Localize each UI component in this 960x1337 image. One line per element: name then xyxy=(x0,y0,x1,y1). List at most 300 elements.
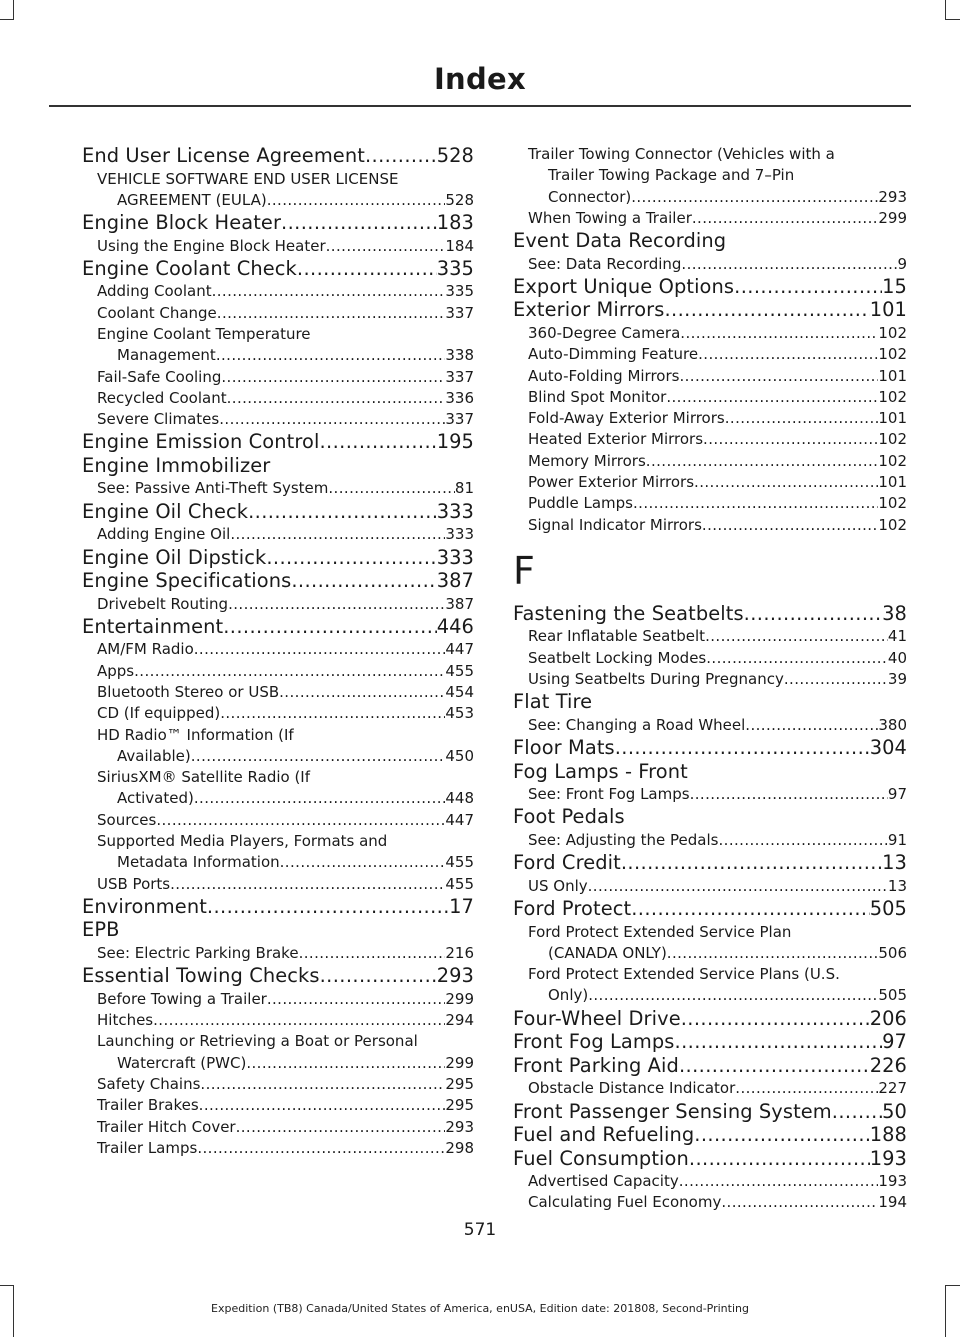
edition-footer: Expedition (TB8) Canada/United States of America, enUSA, Edition date: 201808, Second-Printing xyxy=(211,1302,749,1315)
entry-text: Fail-Safe Cooling xyxy=(97,367,222,386)
index-subentry xyxy=(82,281,474,302)
dot-leader xyxy=(680,323,878,344)
entry-text: Power Exterior Mirrors xyxy=(528,473,695,492)
dot-leader xyxy=(319,430,436,454)
entry-text: HD Radio™ Information (If xyxy=(97,725,294,744)
page-reference: 102 xyxy=(878,494,907,513)
index-subentry xyxy=(82,852,474,873)
page-reference: 102 xyxy=(878,451,907,470)
entry-text: Ford Protect Extended Service Plan xyxy=(528,922,792,941)
page-reference: 17 xyxy=(449,894,474,918)
entry-text: Drivebelt Routing xyxy=(97,594,229,613)
index-subentry xyxy=(82,409,474,430)
entry-text: Fastening the Seatbelts xyxy=(513,601,744,625)
crop-mark xyxy=(946,19,960,20)
index-subentry xyxy=(513,344,907,365)
entry-text: Flat Tire xyxy=(513,690,593,714)
entry-text: Adding Coolant xyxy=(97,282,212,301)
page-reference: 335 xyxy=(436,256,474,280)
entry-text: See: Data Recording xyxy=(528,254,682,273)
page-reference: 226 xyxy=(869,1053,907,1077)
page-reference: 102 xyxy=(878,345,907,364)
page-reference: 39 xyxy=(887,670,907,689)
dot-leader xyxy=(664,298,869,322)
index-subentry xyxy=(513,254,907,275)
page-reference: 299 xyxy=(878,208,907,227)
entry-text: Foot Pedals xyxy=(513,805,625,829)
index-subentry xyxy=(82,1074,474,1095)
index-subentry xyxy=(82,725,474,746)
index-entry xyxy=(513,229,907,253)
entry-text: Rear Inflatable Seatbelt xyxy=(528,627,706,646)
index-subentry xyxy=(513,165,907,186)
page-reference: 455 xyxy=(445,874,474,893)
entry-text: Obstacle Distance Indicator xyxy=(528,1079,736,1098)
entry-text: AGREEMENT (EULA) xyxy=(117,190,267,209)
entry-text: Apps xyxy=(97,661,135,680)
page-reference: 293 xyxy=(445,1117,474,1136)
entry-text: Blind Spot Monitor xyxy=(528,387,667,406)
dot-leader xyxy=(191,746,446,767)
index-subentry xyxy=(513,1192,907,1213)
page-reference: 101 xyxy=(878,473,907,492)
page-reference: 304 xyxy=(869,736,907,760)
page-reference: 333 xyxy=(445,525,474,544)
index-subentry xyxy=(513,323,907,344)
index-subentry xyxy=(513,830,907,851)
index-entry xyxy=(82,454,474,478)
dot-leader xyxy=(690,784,888,805)
page-reference: 194 xyxy=(878,1193,907,1212)
entry-text: Fog Lamps - Front xyxy=(513,759,688,783)
index-entry xyxy=(513,1123,907,1147)
index-subentry xyxy=(82,661,474,682)
dot-leader xyxy=(228,594,445,615)
page-reference: 184 xyxy=(445,236,474,255)
index-entry xyxy=(513,275,907,299)
index-subentry xyxy=(82,190,474,211)
dot-leader xyxy=(267,989,446,1010)
index-entry xyxy=(82,257,474,281)
dot-leader xyxy=(194,639,446,660)
page-reference: 387 xyxy=(445,594,474,613)
entry-text: Coolant Change xyxy=(97,303,217,322)
dot-leader xyxy=(134,661,445,682)
dot-leader xyxy=(698,344,878,365)
entry-text: Floor Mats xyxy=(513,736,615,760)
dot-leader xyxy=(200,1074,445,1095)
entry-text: Ford Protect xyxy=(513,897,632,921)
page-reference: 102 xyxy=(878,430,907,449)
page-reference: 338 xyxy=(445,346,474,365)
crop-mark xyxy=(946,1285,960,1286)
page-number: 571 xyxy=(463,1220,497,1240)
page-reference: 337 xyxy=(445,367,474,386)
dot-leader xyxy=(725,408,879,429)
index-entry xyxy=(513,1147,907,1171)
index-subentry xyxy=(513,784,907,805)
index-entry xyxy=(513,1007,907,1031)
index-entry xyxy=(513,736,907,760)
page-reference: 183 xyxy=(436,211,474,235)
entry-text: Heated Exterior Mirrors xyxy=(528,430,704,449)
index-subentry xyxy=(82,788,474,809)
index-subentry xyxy=(82,1031,474,1052)
entry-text: Fold-Away Exterior Mirrors xyxy=(528,409,725,428)
page-reference: 293 xyxy=(436,964,474,988)
index-subentry xyxy=(82,324,474,345)
index-subentry xyxy=(513,387,907,408)
dot-leader xyxy=(170,874,445,895)
page-reference: 380 xyxy=(878,715,907,734)
dot-leader xyxy=(694,1123,869,1147)
entry-text: Trailer Lamps xyxy=(97,1138,198,1157)
index-subentry xyxy=(513,964,907,985)
dot-leader xyxy=(633,493,878,514)
index-entry xyxy=(513,298,907,322)
entry-text: Event Data Recording xyxy=(513,229,727,253)
dot-leader xyxy=(153,1010,445,1031)
page-reference: 447 xyxy=(445,810,474,829)
dot-leader xyxy=(694,472,878,493)
dot-leader xyxy=(365,144,437,168)
index-entry xyxy=(513,602,907,626)
index-subentry xyxy=(82,169,474,190)
entry-text: Trailer Towing Package and 7–Pin xyxy=(548,166,795,185)
entry-text: Exterior Mirrors xyxy=(513,298,665,322)
entry-text: Engine Oil Check xyxy=(82,499,249,523)
entry-text: Adding Engine Oil xyxy=(97,525,231,544)
page-reference: 91 xyxy=(887,830,907,849)
index-subentry xyxy=(513,943,907,964)
dot-leader xyxy=(223,615,436,639)
page-reference: 15 xyxy=(882,274,907,298)
page-reference: 506 xyxy=(878,943,907,962)
entry-text: Only) xyxy=(548,986,589,1005)
crop-mark xyxy=(945,0,946,20)
entry-text: Available) xyxy=(117,746,191,765)
dot-leader xyxy=(621,851,882,875)
dot-leader xyxy=(217,303,446,324)
page-reference: 101 xyxy=(878,409,907,428)
dot-leader xyxy=(220,703,445,724)
page-reference: 505 xyxy=(869,897,907,921)
dot-leader xyxy=(615,736,870,760)
entry-text: Fuel and Refueling xyxy=(513,1123,695,1147)
page-reference: 38 xyxy=(882,601,907,625)
entry-text: Fuel Consumption xyxy=(513,1146,689,1170)
page-reference: 333 xyxy=(436,499,474,523)
page-reference: 206 xyxy=(869,1006,907,1030)
page-reference: 295 xyxy=(445,1096,474,1115)
entry-text: Engine Coolant Check xyxy=(82,256,297,280)
index-subentry xyxy=(82,345,474,366)
page-reference: 299 xyxy=(445,1053,474,1072)
dot-leader xyxy=(692,208,878,229)
dot-leader xyxy=(706,648,888,669)
dot-leader xyxy=(631,897,870,921)
dot-leader xyxy=(236,1117,446,1138)
entry-text: Bluetooth Stereo or USB xyxy=(97,682,280,701)
entry-text: Launching or Retrieving a Boat or Personal xyxy=(97,1032,418,1051)
index-subentry xyxy=(513,876,907,897)
index-subentry xyxy=(513,451,907,472)
dot-leader xyxy=(297,257,437,281)
dot-leader xyxy=(219,409,445,430)
index-subentry xyxy=(513,208,907,229)
page-reference: 13 xyxy=(882,851,907,875)
page-reference: 101 xyxy=(878,366,907,385)
dot-leader xyxy=(227,388,446,409)
entry-text: (CANADA ONLY) xyxy=(548,943,667,962)
page-reference: 337 xyxy=(445,303,474,322)
entry-text: Engine Coolant Temperature xyxy=(97,324,311,343)
index-subentry xyxy=(82,989,474,1010)
dot-leader xyxy=(735,1078,878,1099)
page-reference: 505 xyxy=(878,986,907,1005)
entry-text: Trailer Brakes xyxy=(97,1096,199,1115)
index-subentry xyxy=(513,648,907,669)
page-reference: 387 xyxy=(436,569,474,593)
index-entry xyxy=(513,690,907,714)
entry-text: Trailer Hitch Cover xyxy=(97,1117,236,1136)
index-subentry xyxy=(513,144,907,165)
index-subentry xyxy=(513,515,907,536)
entry-text: USB Ports xyxy=(97,874,171,893)
index-entry xyxy=(513,1054,907,1078)
index-subentry xyxy=(513,715,907,736)
dot-leader xyxy=(784,669,888,690)
entry-text: When Towing a Trailer xyxy=(528,208,692,227)
dot-leader xyxy=(194,788,446,809)
dot-leader xyxy=(679,366,878,387)
index-subentry xyxy=(82,1053,474,1074)
entry-text: Watercraft (PWC) xyxy=(117,1053,247,1072)
page-reference: 299 xyxy=(445,989,474,1008)
index-entry xyxy=(82,964,474,988)
page-reference: 298 xyxy=(445,1138,474,1157)
entry-text: See: Front Fog Lamps xyxy=(528,785,690,804)
index-entry xyxy=(513,805,907,829)
dot-leader xyxy=(266,546,436,570)
page-reference: 193 xyxy=(869,1146,907,1170)
page-reference: 446 xyxy=(436,614,474,638)
index-subentry xyxy=(82,874,474,895)
index-entry xyxy=(513,1030,907,1054)
entry-text: Four-Wheel Drive xyxy=(513,1006,681,1030)
entry-text: See: Adjusting the Pedals xyxy=(528,830,719,849)
entry-text: Using Seatbelts During Pregnancy xyxy=(528,670,784,689)
entry-text: Severe Climates xyxy=(97,410,220,429)
index-subentry xyxy=(82,388,474,409)
entry-text: Auto-Dimming Feature xyxy=(528,345,699,364)
dot-leader xyxy=(281,211,437,235)
entry-text: US Only xyxy=(528,876,588,895)
index-subentry xyxy=(513,1078,907,1099)
entry-text: See: Changing a Road Wheel xyxy=(528,715,746,734)
index-entry xyxy=(82,546,474,570)
index-subentry xyxy=(82,1138,474,1159)
index-subentry xyxy=(82,1095,474,1116)
entry-text: Engine Oil Dipstick xyxy=(82,545,267,569)
entry-text: See: Passive Anti-Theft System xyxy=(97,479,329,498)
page-reference: 9 xyxy=(897,254,907,273)
index-subentry xyxy=(82,682,474,703)
index-subentry xyxy=(513,985,907,1006)
index-subentry xyxy=(513,626,907,647)
entry-text: VEHICLE SOFTWARE END USER LICENSE xyxy=(97,169,399,188)
dot-leader xyxy=(588,876,888,897)
dot-leader xyxy=(588,985,878,1006)
index-column-right xyxy=(513,144,907,1214)
entry-text: Front Fog Lamps xyxy=(513,1030,675,1054)
page-reference: 453 xyxy=(445,704,474,723)
dot-leader xyxy=(681,254,897,275)
index-entry xyxy=(82,615,474,639)
entry-text: Puddle Lamps xyxy=(528,494,633,513)
entry-text: Engine Block Heater xyxy=(82,211,282,235)
index-subentry xyxy=(82,524,474,545)
index-subentry xyxy=(82,303,474,324)
dot-leader xyxy=(246,1053,445,1074)
dot-leader xyxy=(212,281,446,302)
dot-leader xyxy=(745,715,878,736)
dot-leader xyxy=(666,387,878,408)
entry-text: SiriusXM® Satellite Radio (If xyxy=(97,768,311,787)
title-divider xyxy=(49,105,911,107)
dot-leader xyxy=(197,1138,445,1159)
dot-leader xyxy=(299,943,446,964)
dot-leader xyxy=(721,1192,878,1213)
index-subentry xyxy=(513,472,907,493)
entry-text: See: Electric Parking Brake xyxy=(97,943,299,962)
entry-text: Supported Media Players, Formats and xyxy=(97,832,388,851)
page-reference: 97 xyxy=(882,1030,907,1054)
entry-text: Metadata Information xyxy=(117,853,280,872)
page-reference: 454 xyxy=(445,682,474,701)
page-reference: 333 xyxy=(436,545,474,569)
entry-text: Auto-Folding Mirrors xyxy=(528,366,680,385)
index-entry xyxy=(513,897,907,921)
index-entry xyxy=(513,1100,907,1124)
entry-text: Signal Indicator Mirrors xyxy=(528,515,702,534)
dot-leader xyxy=(702,515,878,536)
index-entry xyxy=(513,760,907,784)
entry-text: Hitches xyxy=(97,1011,154,1030)
index-column-left xyxy=(82,144,474,1159)
index-subentry xyxy=(82,236,474,257)
index-entry xyxy=(82,430,474,454)
index-entry xyxy=(82,569,474,593)
index-subentry xyxy=(82,1117,474,1138)
entry-text: Calculating Fuel Economy xyxy=(528,1193,722,1212)
index-subentry xyxy=(513,187,907,208)
index-subentry xyxy=(82,831,474,852)
page-reference: 528 xyxy=(445,190,474,209)
dot-leader xyxy=(156,810,445,831)
index-subentry xyxy=(82,746,474,767)
index-subentry xyxy=(82,1010,474,1031)
dot-leader xyxy=(230,524,445,545)
page-title: Index xyxy=(433,62,527,96)
index-subentry xyxy=(82,367,474,388)
index-subentry xyxy=(82,703,474,724)
entry-text: Engine Immobilizer xyxy=(82,453,271,477)
index-subentry xyxy=(82,767,474,788)
dot-leader xyxy=(667,943,879,964)
index-entry xyxy=(82,211,474,235)
index-subentry xyxy=(82,810,474,831)
dot-leader xyxy=(267,190,446,211)
page-reference: 335 xyxy=(445,282,474,301)
section-letter: F xyxy=(513,548,535,593)
page-reference: 216 xyxy=(445,943,474,962)
dot-leader xyxy=(744,602,882,626)
page-reference: 101 xyxy=(869,298,907,322)
dot-leader xyxy=(703,429,878,450)
entry-text: Environment xyxy=(82,894,207,918)
page-reference: 455 xyxy=(445,853,474,872)
entry-text: EPB xyxy=(82,918,120,942)
index-subentry xyxy=(513,408,907,429)
entry-text: 360-Degree Camera xyxy=(528,323,681,342)
dot-leader xyxy=(681,1007,870,1031)
dot-leader xyxy=(675,1030,883,1054)
entry-text: Recycled Coolant xyxy=(97,388,227,407)
dot-leader xyxy=(280,852,446,873)
index-entry xyxy=(82,144,474,168)
dot-leader xyxy=(248,500,437,524)
page-reference: 293 xyxy=(878,187,907,206)
page-reference: 81 xyxy=(454,479,474,498)
dot-leader xyxy=(734,275,882,299)
entry-text: Safety Chains xyxy=(97,1074,201,1093)
crop-mark xyxy=(0,1285,14,1286)
dot-leader xyxy=(718,830,887,851)
entry-text: Management xyxy=(117,346,216,365)
dot-leader xyxy=(221,367,445,388)
index-entry xyxy=(82,918,474,942)
entry-text: End User License Agreement xyxy=(82,144,365,167)
index-subentry xyxy=(513,429,907,450)
dot-leader xyxy=(207,895,449,919)
dot-leader xyxy=(326,236,446,257)
page-reference: 195 xyxy=(436,430,474,454)
page-reference: 450 xyxy=(445,746,474,765)
dot-leader xyxy=(216,345,446,366)
entry-text: Using the Engine Block Heater xyxy=(97,236,326,255)
entry-text: Front Parking Aid xyxy=(513,1053,679,1077)
index-subentry xyxy=(513,922,907,943)
index-entry xyxy=(82,895,474,919)
page-reference: 188 xyxy=(869,1123,907,1147)
entry-text: Ford Credit xyxy=(513,851,621,875)
index-subentry xyxy=(82,943,474,964)
page-reference: 193 xyxy=(878,1172,907,1191)
crop-mark xyxy=(13,0,14,20)
dot-leader xyxy=(705,626,888,647)
crop-mark xyxy=(0,19,14,20)
page-reference: 528 xyxy=(436,144,474,167)
dot-leader xyxy=(279,682,445,703)
index-entry xyxy=(82,500,474,524)
page-reference: 448 xyxy=(445,789,474,808)
entry-text: Before Towing a Trailer xyxy=(97,989,267,1008)
dot-leader xyxy=(689,1147,870,1171)
dot-leader xyxy=(328,478,455,499)
page-reference: 50 xyxy=(882,1099,907,1123)
page-reference: 97 xyxy=(887,785,907,804)
